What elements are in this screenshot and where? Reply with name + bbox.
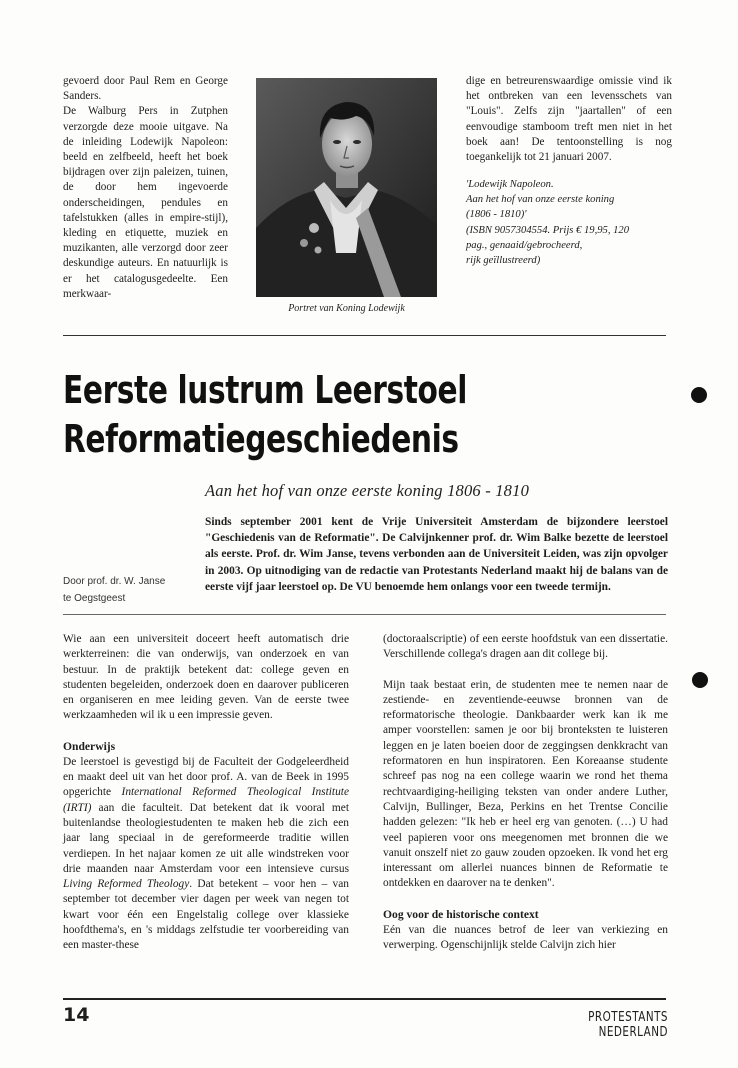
book-info-line: Aan het hof van onze eerste koning bbox=[466, 194, 615, 206]
book-info-line: pag., genaaid/gebrocheerd, bbox=[466, 239, 583, 251]
onderwijs-paragraph bbox=[63, 755, 349, 954]
book-info-line: (1806 - 1810)' bbox=[466, 209, 527, 221]
page-number: 14 bbox=[63, 1004, 90, 1026]
body-right-paragraph: Eén van die nuances betrof de leer van verkiezing en verwerping. Ogenschijnlijk stelde Calvijn zich hier bbox=[383, 923, 668, 952]
portrait-image bbox=[256, 78, 437, 297]
body-right-paragraph: Mijn taak bestaat erin, de studenten mee te nemen naar de zestiende- en zeventiende-eeuwse bronnen van de reformatorische theologie. Dankbaarder werk kan ik me amper voorstellen: samen je oor bij bronteksten te luisteren leggen en je laten boeien door de zeggingsen denkkracht van reformatoren en hun inspiratoren. Een Koreaanse studente schreef pas nog na een college waarin we rond het thema rechtvaardiging-heiliging teksten van onder andere Luther, Calvijn, Bullinger, Beza, Perkins en het Trentse Concilie hadden gelezen: "Ik heb er heel erg van genoten. (…) U had veel papieren voor ons meegenomen met bronnen die we vanuit onszelf niet zo gauw zouden opzoeken. Ik vond het erg interessant om allerlei nuances binnen de Reformatie te ontdekken en daarover na te denken". bbox=[383, 678, 668, 890]
portrait-illustration bbox=[256, 78, 437, 297]
top-left-paragraph: De Walburg Pers in Zutphen verzorgde deze mooie uitgave. Na de inleiding Lodewijk Napoleon: beeld en zelfbeeld, heeft het boek bijdragen over zijn paleizen, tuinen, de door hem ingevoerde onderscheidingen, pendules en tafelstukken (alles in empire-stijl), kleding en etiquette, muziek en muzikanten, alle verzorgd door zeer deskundige auteurs. En natuurlijk is er het catalogusgedeelte. Een merkwaar- bbox=[63, 105, 228, 300]
portrait-caption: Portret van Koning Lodewijk bbox=[288, 303, 405, 314]
top-right-column bbox=[466, 74, 672, 268]
section-heading-onderwijs: Onderwijs bbox=[63, 739, 116, 753]
author-line: Door prof. dr. W. Janse bbox=[63, 576, 166, 587]
book-info bbox=[466, 177, 672, 268]
footer-rule bbox=[63, 998, 666, 1000]
top-right-paragraph: dige en betreurenswaardige omissie vind ik het ontbreken van een levensschets van "Louis". Zelfs zijn "jaartallen" of een eenvoudige stamboom treft men niet in het boek aan! De tentoonstelling is nog toegankelijk tot 21 januari 2007. bbox=[466, 75, 672, 164]
body-right-paragraph: (doctoraalscriptie) of een eerste hoofdstuk van een dissertatie. Verschillende collega's dragen aan dit college bij. bbox=[383, 633, 668, 661]
article-title-line: Reformatiegeschiedenis bbox=[63, 417, 459, 461]
magazine-name: PROTESTANTS NEDERLAND bbox=[588, 1010, 668, 1040]
section-divider bbox=[63, 335, 666, 336]
article-subtitle: Aan het hof van onze eerste koning 1806 - 1810 bbox=[205, 481, 530, 500]
body-right-column bbox=[383, 632, 668, 953]
top-left-column bbox=[63, 74, 228, 302]
book-info-line: (ISBN 9057304554. Prijs € 19,95, 120 bbox=[466, 224, 630, 236]
author-byline bbox=[63, 573, 193, 607]
book-info-line: rijk geïllustreerd) bbox=[466, 254, 541, 266]
section-heading-context: Oog voor de historische context bbox=[383, 907, 539, 921]
lead-divider bbox=[63, 614, 666, 615]
text-run: De leerstoel is gevestigd bij de Faculteit der Godgeleerdheid en maakt deel uit van het door prof. A. van de Beek in 1995 opgerichte bbox=[63, 755, 349, 799]
book-info-line: 'Lodewijk Napoleon. bbox=[466, 179, 554, 191]
margin-bullet-icon bbox=[692, 672, 708, 688]
margin-bullet-icon bbox=[691, 387, 707, 403]
text-run: . Dat betekent – voor hen – van september tot december vier dagen per week van negen tot kwart voor één een Engelstalig college over klassieke hoofdthema's, en 's middags zelfstudie ter voorbereiding van een master-these bbox=[63, 878, 350, 952]
course-name: Living Reformed Theology bbox=[63, 878, 190, 891]
top-left-paragraph: gevoerd door Paul Rem en George Sanders. bbox=[63, 75, 228, 103]
author-line: te Oegstgeest bbox=[63, 593, 126, 604]
body-left-column bbox=[63, 632, 349, 954]
institute-name: International Reformed Theological Institute (IRTI) bbox=[63, 786, 350, 814]
text-run: aan die faculteit. Dat betekent dat ik vooral met buitenlandse theologiestudenten te maken heb die zich een jaar lang speciaal in de gereformeerde traditie willen verdiepen. In het najaar komen ze uit alle windstreken voor drie maanden naar Amsterdam voor een intensieve cursus bbox=[63, 801, 349, 875]
body-intro-paragraph: Wie aan een universiteit doceert heeft automatisch drie werkterreinen: die van onderwijs, van onderzoek en van bestuur. In de praktijk betekent dat: college geven en studenten begeleiden, onderzoek doen en daarover publiceren en organiseren en mee leiding geven. Van de eerste twee werkzaamheden wil ik u een impressie geven. bbox=[63, 633, 349, 722]
article-title bbox=[63, 366, 467, 464]
article-title-line: Eerste lustrum Leerstoel bbox=[63, 368, 467, 412]
article-lead: Sinds september 2001 kent de Vrije Universiteit Amsterdam de bijzondere leerstoel "Geschiedenis van de Reformatie". De Calvijnkenner prof. dr. Wim Balke bezette de leerstoel als eerste. Prof. dr. Wim Janse, tevens verbonden aan de Universiteit Leiden, was zijn opvolger in 2003. Op uitnodiging van de redactie van Protestants Nederland maakt hij de balans van de eerste vijf jaar leerstoel op. De VU benoemde hem onlangs voor een tweede termijn. bbox=[205, 516, 668, 593]
